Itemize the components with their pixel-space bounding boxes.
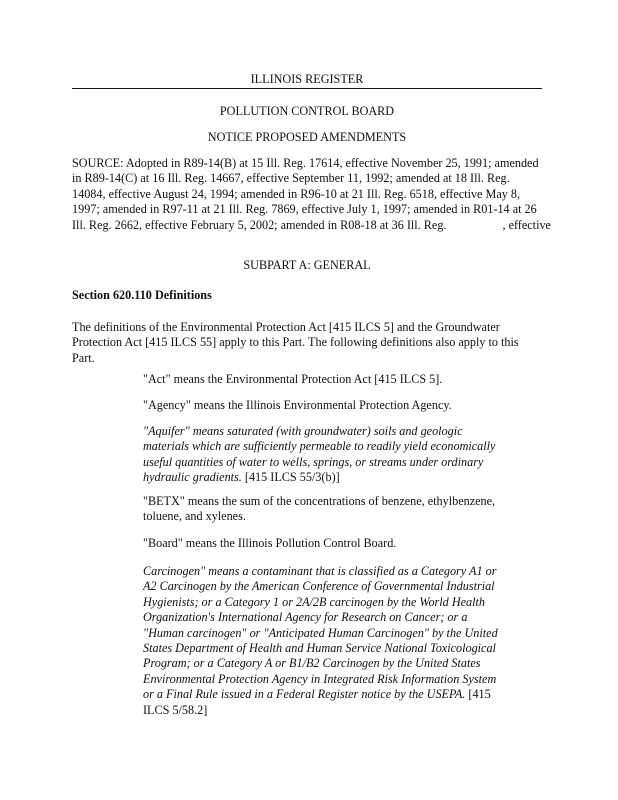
intro-line: Part.: [72, 350, 95, 365]
aquifer-line: "Aquifer" means saturated (with groundwater) soils and geologic: [143, 424, 463, 438]
carcinogen-line: Hygienists; or a Category 1 or 2A/2B carcinogen by the World Health: [143, 594, 485, 609]
carcinogen-line: Organization's International Agency for Research on Cancer; or a: [143, 610, 468, 625]
intro-line: The definitions of the Environmental Protection Act [415 ILCS 5] and the Groundwater: [72, 320, 500, 334]
aquifer-last-italic: hydraulic gradients.: [143, 470, 242, 485]
betx-line: toluene, and xylenes.: [143, 509, 246, 524]
source-line: [72, 217, 551, 233]
intro-line: Protection Act [415 ILCS 55] apply to this Part. The following definitions also apply to this: [72, 335, 519, 350]
definition-aquifer: [143, 424, 543, 486]
register-title: ILLINOIS REGISTER: [250, 72, 364, 86]
source-line: SOURCE: Adopted in R89-14(B) at 15 Ill. Reg. 17614, effective November 25, 1991; amended: [72, 156, 539, 170]
source-paragraph: [72, 156, 551, 233]
carcinogen-last-italic: or a Final Rule issued in a Federal Register notice by the USEPA.: [143, 687, 466, 702]
carcinogen-line: A2 Carcinogen by the American Conference of Governmental Industrial: [143, 579, 495, 594]
intro-paragraph: [72, 320, 542, 366]
carcinogen-line: ILCS 5/58.2]: [143, 702, 208, 717]
aquifer-line: [143, 470, 543, 485]
carcinogen-citation: [415: [465, 687, 491, 702]
definition-carcinogen: [143, 564, 543, 718]
source-line: 14084, effective August 24, 1994; amended in R96-10 at 21 Ill. Reg. 6518, effective May 8,: [72, 186, 521, 201]
definition-act: "Act" means the Environmental Protection Act [415 ILCS 5].: [143, 372, 443, 386]
definition-agency: "Agency" means the Illinois Environmental Protection Agency.: [143, 398, 452, 412]
carcinogen-line: Carcinogen" means a contaminant that is classified as a Category A1 or: [143, 564, 497, 578]
aquifer-line: materials which are sufficiently permeable to readily yield economically: [143, 439, 496, 454]
carcinogen-line: Environmental Protection Agency in Integrated Risk Information System: [143, 671, 497, 686]
carcinogen-line: Program; or a Category A or B1/B2 Carcinogen by the United States: [143, 656, 481, 671]
board-title: POLLUTION CONTROL BOARD: [219, 104, 395, 118]
carcinogen-line: "Human carcinogen" or "Anticipated Human Carcinogen" by the United: [143, 625, 498, 640]
definition-board: "Board" means the Illinois Pollution Control Board.: [143, 536, 397, 550]
source-line: 1997; amended in R97-11 at 21 Ill. Reg. 7869, effective July 1, 1997; amended in R01-14 at 26: [72, 202, 537, 217]
header-rule: [72, 88, 542, 89]
source-line-text: Ill. Reg. 2662, effective February 5, 2002; amended in R08-18 at 36 Ill. Reg.: [72, 217, 447, 232]
section-heading: Section 620.110 Definitions: [72, 288, 212, 302]
register-header: [72, 72, 542, 87]
carcinogen-line: States Department of Health and Human Service National Toxicological: [143, 641, 496, 656]
subpart-heading: SUBPART A: GENERAL: [243, 258, 371, 272]
aquifer-line: useful quantities of water to wells, springs, or streams under ordinary: [143, 454, 484, 469]
definition-betx: [143, 494, 543, 525]
carcinogen-line: [143, 687, 543, 702]
source-effective: , effective: [502, 217, 551, 232]
aquifer-citation: [415 ILCS 55/3(b)]: [241, 470, 340, 485]
betx-line: "BETX" means the sum of the concentrations of benzene, ethylbenzene,: [143, 494, 496, 508]
source-line: in R89-14(C) at 16 Ill. Reg. 14667, effective September 11, 1992; amended at 18 Ill. Reg.: [72, 171, 510, 186]
notice-title: NOTICE PROPOSED AMENDMENTS: [207, 130, 407, 144]
